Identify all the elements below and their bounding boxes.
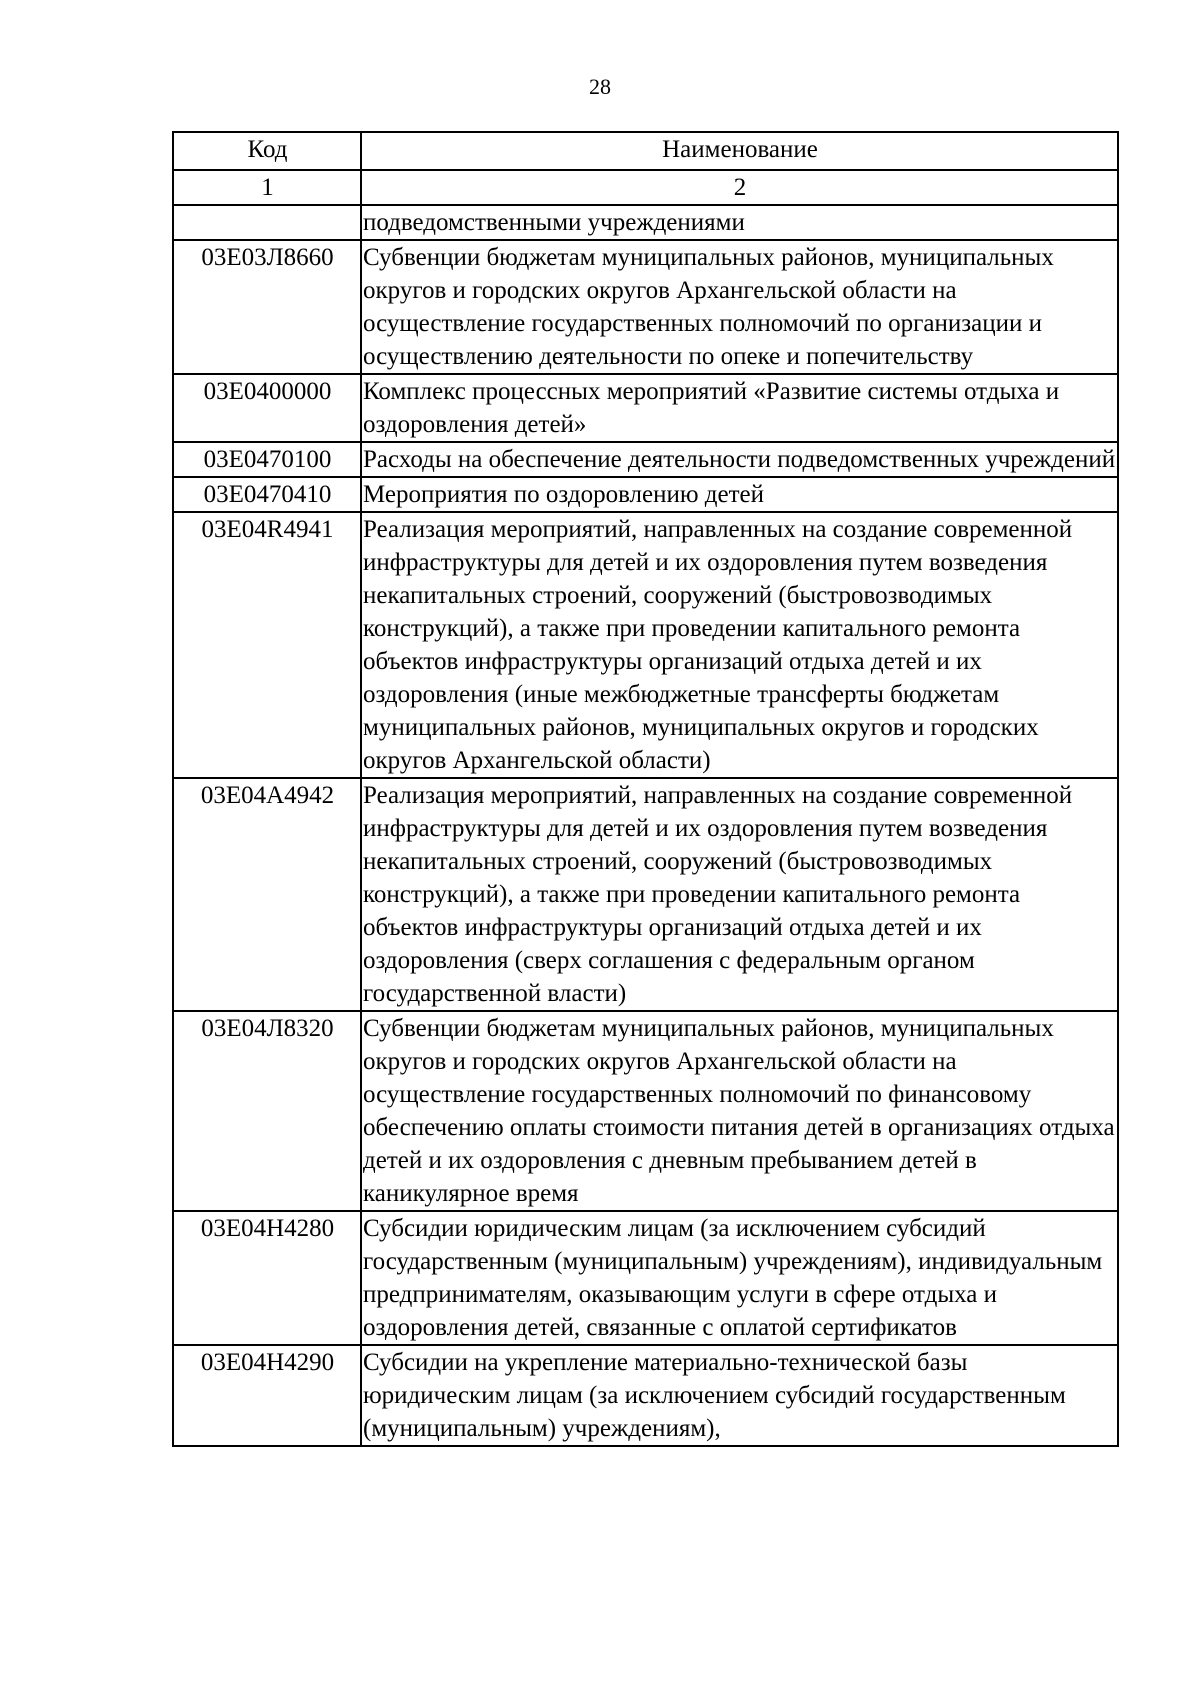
row-code: 03Е04R4941 xyxy=(173,512,361,778)
table-row xyxy=(173,477,1118,512)
row-code: 03Е0470100 xyxy=(173,442,361,477)
table-row xyxy=(173,512,1118,778)
row-code: 03Е04Н4280 xyxy=(173,1211,361,1345)
row-code: 03Е04Л8320 xyxy=(173,1011,361,1211)
table-row xyxy=(173,1011,1118,1211)
table-header-row xyxy=(173,132,1118,170)
row-name: Субвенции бюджетам муниципальных районов, муниципальных округов и городских округов Архангельской области на осуществление государственных полномочий по финансовому обеспечению оплаты стоимости питания детей в организациях отдыха детей и их оздоровления с дневным пребыванием детей в каникулярное время xyxy=(361,1011,1118,1211)
row-name: Субвенции бюджетам муниципальных районов, муниципальных округов и городских округов Архангельской области на осуществление государственных полномочий по организации и осуществлению деятельности по опеке и попечительству xyxy=(361,240,1118,374)
header-code: Код xyxy=(173,132,361,170)
column-number-code: 1 xyxy=(173,170,361,205)
column-number-row xyxy=(173,170,1118,205)
column-number-name: 2 xyxy=(361,170,1118,205)
row-name: Субсидии на укрепление материально-технической базы юридическим лицам (за исключением субсидий государственным (муниципальным) учреждениям), xyxy=(361,1345,1118,1446)
row-code: 03Е0400000 xyxy=(173,374,361,442)
table-row xyxy=(173,1211,1118,1345)
row-name: Реализация мероприятий, направленных на создание современной инфраструктуры для детей и их оздоровления путем возведения некапитальных строений, сооружений (быстровозводимых конструкций), а также при проведении капитального ремонта объектов инфраструктуры организаций отдыха детей и их оздоровления (сверх соглашения с федеральным органом государственной власти) xyxy=(361,778,1118,1011)
row-code: 03Е04Н4290 xyxy=(173,1345,361,1446)
row-code: 03Е03Л8660 xyxy=(173,240,361,374)
row-code: 03Е0470410 xyxy=(173,477,361,512)
row-code: 03Е04А4942 xyxy=(173,778,361,1011)
budget-code-table xyxy=(172,131,1119,1447)
page-number: 28 xyxy=(589,74,611,99)
table-row xyxy=(173,374,1118,442)
header-name: Наименование xyxy=(361,132,1118,170)
row-name: Расходы на обеспечение деятельности подведомственных учреждений xyxy=(361,442,1118,477)
row-name: Реализация мероприятий, направленных на создание современной инфраструктуры для детей и их оздоровления путем возведения некапитальных строений, сооружений (быстровозводимых конструкций), а также при проведении капитального ремонта объектов инфраструктуры организаций отдыха детей и их оздоровления (иные межбюджетные трансферты бюджетам муниципальных районов, муниципальных округов и городских округов Архангельской области) xyxy=(361,512,1118,778)
row-name: Субсидии юридическим лицам (за исключением субсидий государственным (муниципальным) учреждениям), индивидуальным предпринимателям, оказывающим услуги в сфере отдыха и оздоровления детей, связанные с оплатой сертификатов xyxy=(361,1211,1118,1345)
table-row xyxy=(173,240,1118,374)
row-name: Мероприятия по оздоровлению детей xyxy=(361,477,1118,512)
table-row xyxy=(173,442,1118,477)
table-row xyxy=(173,778,1118,1011)
table-row xyxy=(173,205,1118,240)
row-name: подведомственными учреждениями xyxy=(361,205,1118,240)
table-row xyxy=(173,1345,1118,1446)
row-name: Комплекс процессных мероприятий «Развитие системы отдыха и оздоровления детей» xyxy=(361,374,1118,442)
row-code xyxy=(173,205,361,240)
